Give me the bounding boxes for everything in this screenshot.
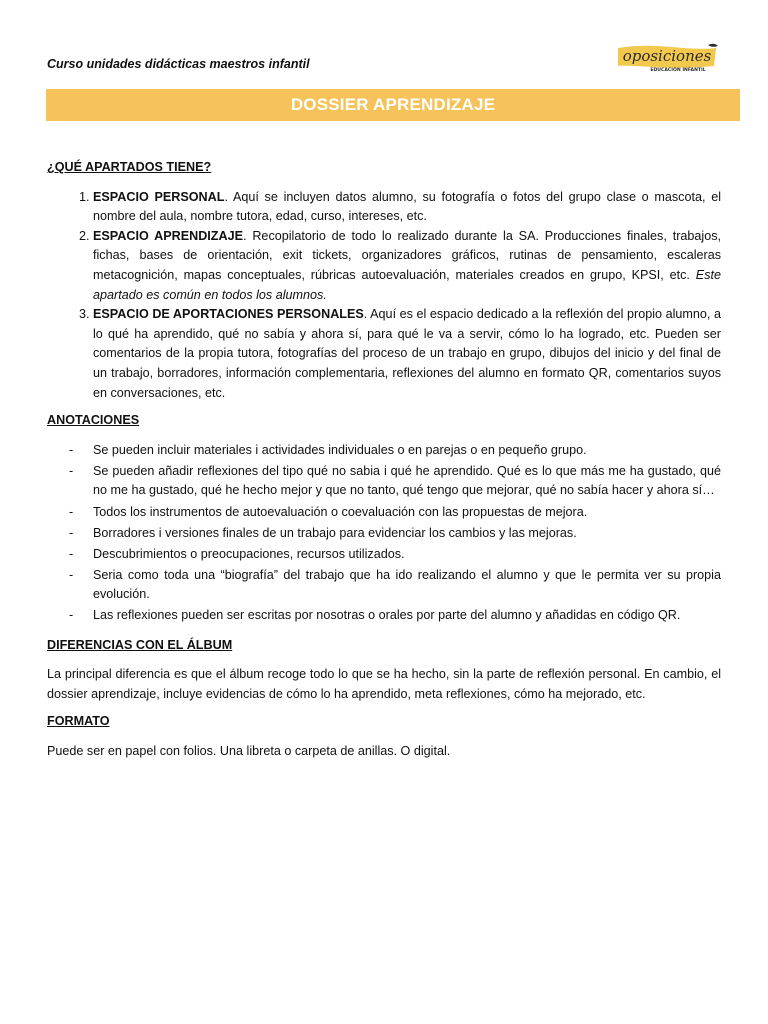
item-term: ESPACIO APRENDIZAJE bbox=[93, 228, 243, 243]
list-item: - Las reflexiones pueden ser escritas por nosotras o orales por parte del alumno y añadidas en código QR. bbox=[93, 606, 721, 626]
item-italic: Este apartado es común en todos los alumnos. bbox=[93, 267, 721, 302]
apartados-list bbox=[47, 188, 721, 404]
list-item: - Todos los instrumentos de autoevaluación o coevaluación con las propuestas de mejora. bbox=[93, 503, 721, 523]
item-text: . Aquí se incluyen datos alumno, su fotografía o fotos del grupo clase o mascota, el nombre del aula, nombre tutora, edad, curso, intereses, etc. bbox=[93, 189, 721, 224]
logo-sub-text: EDUCACIÓN INFANTIL bbox=[650, 68, 706, 73]
document-title: DOSSIER APRENDIZAJE bbox=[290, 95, 496, 114]
document-content bbox=[47, 158, 721, 762]
title-bar bbox=[46, 89, 740, 121]
course-header: Curso unidades didácticas maestros infantil bbox=[47, 57, 310, 71]
section-heading-diferencias: DIFERENCIAS CON EL ÁLBUM bbox=[47, 637, 233, 652]
anotaciones-list bbox=[47, 441, 721, 626]
section-heading-apartados: ¿QUÉ APARTADOS TIENE? bbox=[47, 160, 212, 174]
list-item: - Descubrimientos o preocupaciones, recursos utilizados. bbox=[93, 545, 721, 565]
formato-paragraph: Puede ser en papel con folios. Una libreta o carpeta de anillas. O digital. bbox=[47, 743, 451, 758]
section-heading-anotaciones: ANOTACIONES bbox=[47, 413, 140, 428]
list-item bbox=[93, 188, 721, 227]
oposiciones-logo bbox=[612, 42, 722, 74]
item-text: . Recopilatorio de todo lo realizado durante la SA. Producciones finales, trabajos, fichas, bases de orientación, exit tickets, organizadores gráficos, rutinas de pensamiento, escaleras metacognición, mapas conceptuales, rúbricas autoevaluación, materiales creados en grupo, KPSI, etc. bbox=[93, 228, 721, 282]
item-term: ESPACIO DE APORTACIONES PERSONALES bbox=[93, 307, 364, 322]
list-item bbox=[93, 305, 721, 403]
logo-main-text: oposiciones bbox=[622, 47, 712, 65]
list-item bbox=[93, 227, 721, 305]
section-heading-formato: FORMATO bbox=[47, 714, 110, 729]
item-term: ESPACIO PERSONAL bbox=[93, 189, 225, 204]
list-item: - Seria como toda una “biografía” del trabajo que ha ido realizando el alumno y que le permita ver su propia evolución. bbox=[93, 566, 721, 605]
list-item: - Se pueden incluir materiales i actividades individuales o en parejas o en pequeño grupo. bbox=[93, 441, 721, 461]
list-item: - Borradores i versiones finales de un trabajo para evidenciar los cambios y las mejoras. bbox=[93, 524, 721, 544]
diferencias-paragraph: La principal diferencia es que el álbum recoge todo lo que se ha hecho, sin la parte de reflexión personal. En cambio, el dossier aprendizaje, incluye evidencias de cómo lo ha aprendido, meta reflexiones, cómo ha mejorado, etc. bbox=[47, 667, 721, 701]
list-item: - Se pueden añadir reflexiones del tipo qué no sabia i qué he aprendido. Qué es lo que más me ha gustado, qué no me ha gustado, qué he hecho mejor y que no tanto, qué tengo que mejorar, qué no sabía hacer y ahora sí… bbox=[93, 462, 721, 501]
item-text: . Aquí es el espacio dedicado a la reflexión del propio alumno, a lo qué ha aprendido, qué no sabía y ahora sí, para qué le va a servir, cómo lo ha logrado, etc. Pueden ser comentarios de la propia tutora, fotografías del proceso de un trabajo en grupo, dibujos del inicio y del final de un trabajo, borradores, información complementaria, reflexiones del alumno en formato QR, comentarios suyos en conversaciones, etc. bbox=[93, 307, 721, 400]
